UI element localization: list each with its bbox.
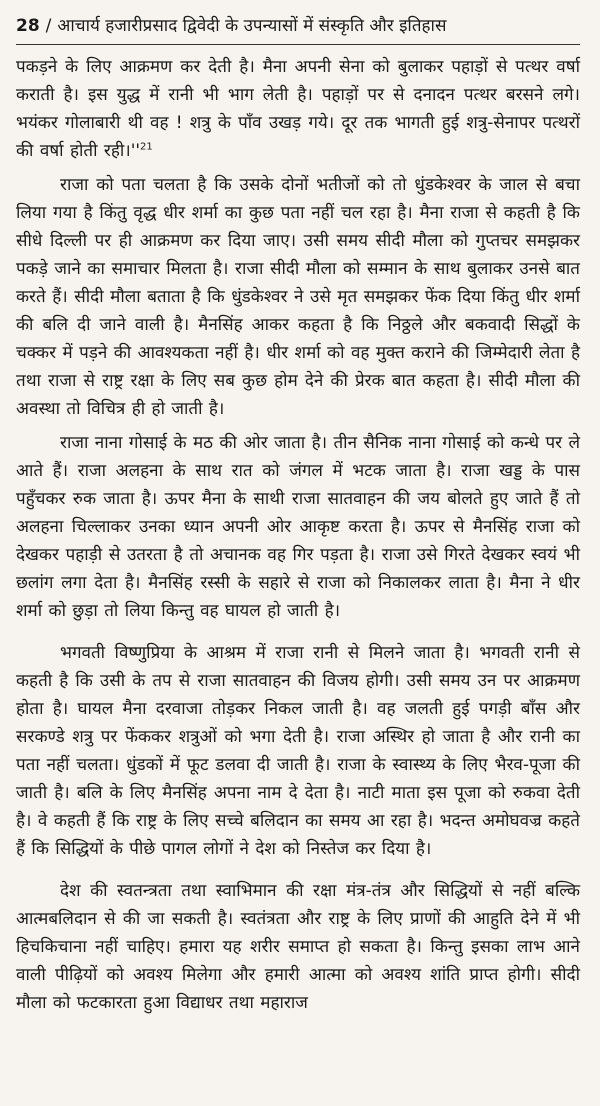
book-title: आचार्य हजारीप्रसाद द्विवेदी के उपन्यासों में संस्कृति और इतिहास — [57, 16, 447, 36]
running-header — [16, 14, 580, 38]
header-rule — [16, 44, 580, 45]
paragraph-continued — [16, 53, 580, 165]
header-separator: / — [45, 16, 52, 36]
paragraph: राजा को पता चलता है कि उसके दोनों भतीजों को तो धुंडकेश्वर के जाल से बचा लिया गया है किंतु वृद्ध धीर शर्मा का कुछ पता नहीं चल रहा है। मैना राजा से कहती है कि सीधे दिल्ली पर ही आक्रमण कर दिया जाए। उसी समय सीदी मौला को गुप्तचर समझकर पकड़े जाने का समाचार मिलता है। राजा सीदी मौला को सम्मान के साथ बुलाकर उनसे बात करते हैं। सीदी मौला बताता है कि धुंडकेश्वर ने उसे मृत समझकर फेंक दिया किंतु धीर शर्मा की बलि दी जाने वाली है। मैनसिंह आकर कहता है कि निठ्ठले और बकवादी सिद्धों के चक्कर में पड़ने की आवश्यकता नहीं है। धीर शर्मा को वह मुक्त कराने की जिम्मेदारी लेता है तथा राजा से राष्ट्र रक्षा के लिए सब कुछ होम देने की प्रेरक बात कहता है। सीदी मौला की अवस्था तो विचित्र ही हो जाती है। — [16, 175, 580, 419]
body-text — [16, 53, 580, 1017]
paragraph: देश की स्वतन्त्रता तथा स्वाभिमान की रक्षा मंत्र-तंत्र और सिद्धियों से नहीं बल्कि आत्मबलिदान से की जा सकती है। स्वतंत्रता और राष्ट्र के लिए प्राणों की आहुति देने में भी हिचकिचाना नहीं चाहिए। हमारा यह शरीर समाप्त हो सकता है। किन्तु इसका लाभ आने वाली पीढ़ियों को अवश्य मिलेगा और हमारी आत्मा को अवश्य शांति प्राप्त होगी। सीदी मौला को फटकारता हुआ विद्याधर तथा महाराज — [16, 881, 580, 1013]
paragraph-text: पकड़ने के लिए आक्रमण कर देती है। मैना अपनी सेना को बुलाकर पहाड़ों से पत्थर वर्षा कराती है। इस युद्ध में रानी भी भाग लेती है। पहाड़ों पर से दनादन पत्थर बरसने लगे। भयंकर गोलाबारी थी वह ! शत्रु के पाँव उखड़ गये। दूर तक भागती हुई शत्रु-सेनापर पत्थरों की वर्षा होती रही।'' — [16, 57, 580, 161]
footnote-marker: 21 — [140, 141, 153, 153]
page-number: 28 — [16, 16, 40, 36]
paragraph: भगवती विष्णुप्रिया के आश्रम में राजा रानी से मिलने जाता है। भगवती रानी से कहती है कि उसी के तप से राजा सातवाहन की विजय होगी। उसी समय उन पर आक्रमण होता है। घायल मैना दरवाजा तोड़कर निकल जाती है। वह जलती हुई पगड़ी बाँस और सरकण्डे शत्रु पर फेंककर शत्रुओं को भगा देती है। राजा अस्थिर हो जाता है और रानी का पता नहीं चलता। धुंडकों में फूट डलवा दी जाती है। राजा के स्वास्थ्य के लिए भैरव-पूजा की जाती है। बलि के लिए मैनसिंह अपना नाम दे देता है। नाटी माता इस पूजा को रुकवा देती है। वे कहती हैं कि राष्ट्र के लिए सच्चे बलिदान का समय आ रहा है। भदन्त अमोघवज्र कहते हैं कि सिद्धियों के पीछे पागल लोगों ने देश को निस्तेज कर दिया है। — [16, 643, 580, 859]
paragraph: राजा नाना गोसाई के मठ की ओर जाता है। तीन सैनिक नाना गोसाई को कन्धे पर ले आते हैं। राजा अलहना के साथ रात को जंगल में भटक जाता है। राजा खड्ड के पास पहुँचकर रुक जाता है। ऊपर मैना के साथी राजा सातवाहन की जय बोलते हुए जाते हैं तो अलहना चिल्लाकर उनका ध्यान अपनी ओर आकृष्ट करता है। ऊपर से मैनसिंह राजा को देखकर पहाड़ी से उतरता है तो अचानक वह गिर पड़ता है। राजा उसे गिरते देखकर स्वयं भी छलांग लगा देता है। मैनसिंह रस्सी के सहारे से राजा को निकालकर लाता है। मैना ने धीर शर्मा को छुड़ा तो लिया किन्तु वह घायल हो जाती है। — [16, 433, 580, 621]
